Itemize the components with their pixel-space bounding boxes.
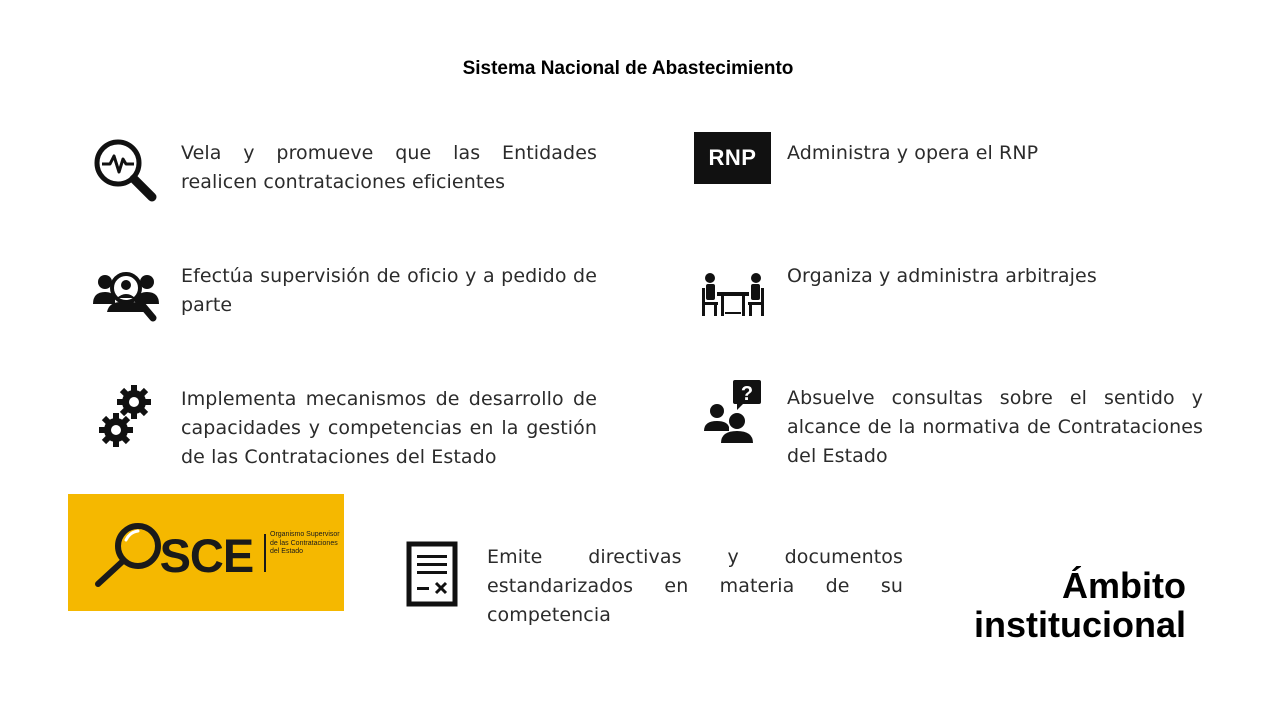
item-text-rnp: Administra y opera el RNP xyxy=(787,142,1039,164)
item-text-capacities: Implementa mecanismos de desarrollo de capacidades y competencias en la gestión de las Contrataciones del Estado xyxy=(181,388,597,468)
page-title: Sistema Nacional de Abastecimiento xyxy=(462,58,794,79)
osce-wordmark-rest: SCE xyxy=(159,529,254,582)
gears-icon xyxy=(98,384,154,448)
item-text-arbitration: Organiza y administra arbitrajes xyxy=(787,265,1097,287)
item-text-directives: Emite directivas y documentos estandarizados en materia de su competencia xyxy=(487,546,903,626)
item-text-consultation: Absuelve consultas sobre el sentido y alcance de la normativa de Contrataciones del Estado xyxy=(787,387,1203,467)
rnp-badge: RNP xyxy=(694,132,771,184)
osce-wordmark xyxy=(124,528,253,583)
item-text-promotes: Vela y promueve que las Entidades realicen contrataciones eficientes xyxy=(181,142,597,193)
consultation-question-icon xyxy=(703,379,763,445)
supervision-group-icon xyxy=(91,268,161,322)
osce-subtitle: Organismo Supervisor de las Contrataciones del Estado xyxy=(270,531,340,555)
svg-text:?: ? xyxy=(740,383,754,405)
document-icon xyxy=(406,541,458,607)
osce-logo xyxy=(68,494,344,611)
logo-divider xyxy=(264,534,266,572)
search-pulse-icon xyxy=(92,137,158,203)
section-heading xyxy=(956,566,1186,644)
arbitration-table-icon xyxy=(701,272,765,318)
section-heading-text: Ámbito institucional xyxy=(973,565,1186,645)
item-text-supervision: Efectúa supervisión de oficio y a pedido de parte xyxy=(181,265,597,316)
